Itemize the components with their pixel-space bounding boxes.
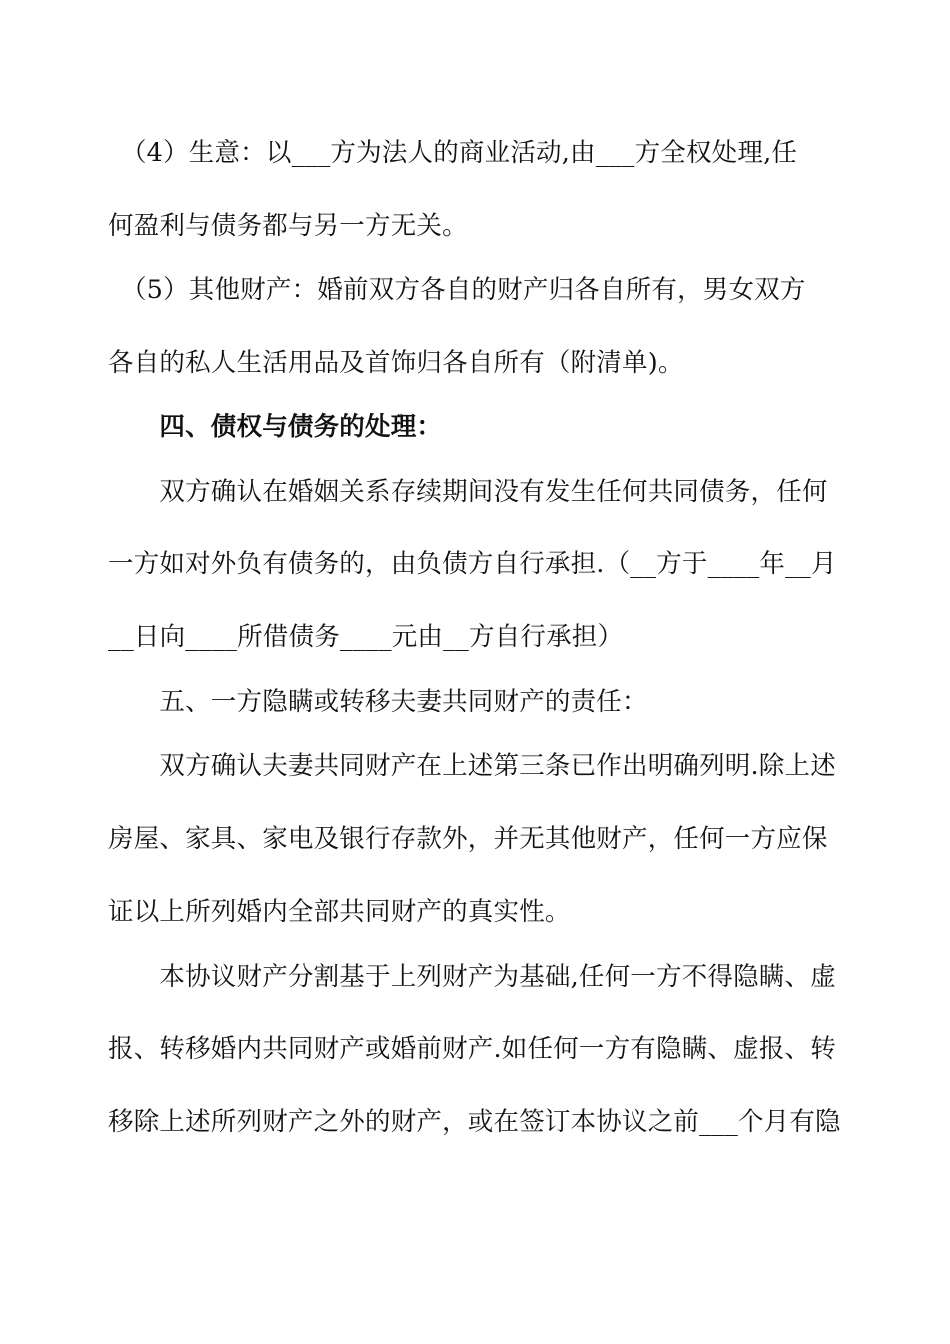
section-heading: 四、债权与债务的处理： — [108, 412, 443, 442]
text-line: 移除上述所列财产之外的财产，或在签订本协议之前___个月有隐 — [108, 1107, 841, 1137]
text-line: 证以上所列婚内全部共同财产的真实性。 — [108, 897, 571, 927]
text-line: （4）生意：以___方为法人的商业活动,由___方全权处理,任 — [108, 138, 798, 168]
section-heading: 五、一方隐瞒或转移夫妻共同财产的责任： — [108, 687, 648, 717]
text-line: 何盈利与债务都与另一方无关。 — [108, 211, 468, 241]
text-line: __日向____所借债务____元由__方自行承担） — [108, 622, 624, 652]
text-line: 本协议财产分割基于上列财产为基础,任何一方不得隐瞒、虚 — [108, 962, 836, 992]
text-line: 一方如对外负有债务的，由负债方自行承担.（__方于____年__月 — [108, 549, 837, 579]
text-line: 报、转移婚内共同财产或婚前财产.如任何一方有隐瞒、虚报、转 — [108, 1034, 836, 1064]
text-line: 双方确认在婚姻关系存续期间没有发生任何共同债务，任何 — [108, 477, 828, 507]
text-line: 双方确认夫妻共同财产在上述第三条已作出明确列明.除上述 — [108, 751, 836, 781]
text-line: （5）其他财产：婚前双方各自的财产归各自所有，男女双方 — [108, 275, 806, 305]
text-line: 房屋、家具、家电及银行存款外，并无其他财产，任何一方应保 — [108, 824, 828, 854]
text-line: 各自的私人生活用品及首饰归各自所有（附清单)。 — [108, 348, 684, 378]
